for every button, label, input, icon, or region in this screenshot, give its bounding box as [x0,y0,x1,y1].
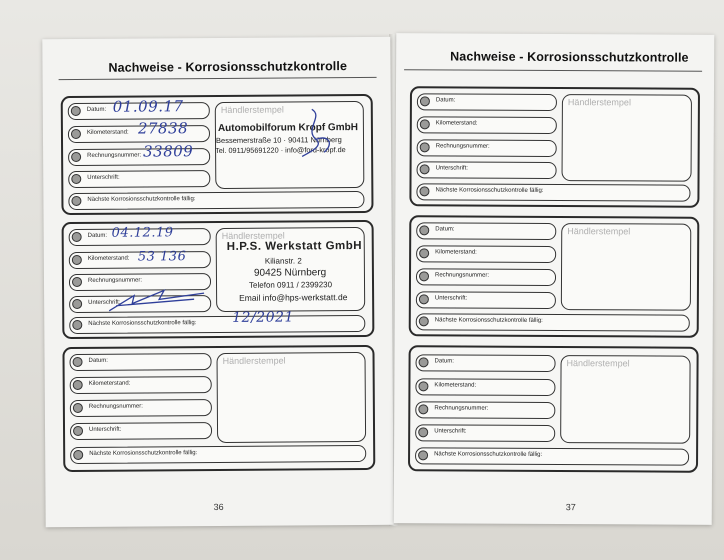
bullet-icon [418,404,428,414]
date-label: Datum: [86,106,107,113]
title-divider [404,69,702,72]
dealer-stamp-label: Händlerstempel [567,226,631,237]
stamp-line: Kilianstr. 2 [264,256,302,266]
handwritten-signature [104,285,214,316]
bullet-icon [420,164,430,174]
mileage-field[interactable] [417,116,557,134]
bullet-icon [71,129,81,139]
bullet-icon [71,196,81,206]
bullet-icon [71,174,81,184]
next-inspection-field[interactable] [416,183,690,201]
bullet-icon [419,248,429,258]
mileage-field[interactable] [416,245,556,263]
next-inspection-field[interactable] [415,447,689,465]
mileage-field[interactable] [415,378,555,396]
handwritten-date: 01.09.17 [112,97,184,116]
dealer-stamp-label: Händlerstempel [222,355,286,366]
signature-field[interactable] [417,161,557,179]
mileage-label: Kilometerstand: [435,249,477,256]
dealer-stamp-box [215,101,365,189]
bullet-icon [73,450,83,460]
stamp-line: Bessemerstraße 10 · 90411 Nürnberg [215,135,342,146]
invoice-label: Rechnungsnummer: [87,277,143,284]
stamp-line: Automobilforum Kropf GmbH [217,122,358,134]
bullet-icon [419,316,429,326]
handwritten-signature [294,104,344,159]
mileage-label: Kilometerstand: [434,382,477,389]
handwritten-next-date: 12/2021 [232,309,294,326]
bullet-icon [72,320,82,330]
date-field[interactable] [417,93,557,111]
next-inspection-field[interactable] [69,315,365,334]
date-field[interactable] [69,353,211,371]
mileage-label: Kilometerstand: [87,255,130,262]
stamp-line: Tel. 0911/95691220 · info@ford-kropf.de [215,145,346,156]
bullet-icon [420,96,430,106]
bullet-icon [418,381,428,391]
next-inspection-label: Nächste Korrosionsschutzkontrolle fällig: [89,450,198,457]
bullet-icon [73,357,83,367]
mileage-label: Kilometerstand: [88,380,131,387]
invoice-field[interactable] [70,399,212,417]
inspection-block-r2 [409,215,700,338]
next-inspection-field[interactable] [416,313,690,331]
stamp-line: H.P.S. Werkstatt GmbH [226,239,363,253]
signature-field[interactable] [416,291,556,309]
date-label: Datum: [434,358,454,365]
inspection-block-1 [61,94,374,215]
next-inspection-label: Nächste Korrosionsschutzkontrolle fällig: [434,451,543,458]
invoice-label: Rechnungsnummer: [435,143,490,150]
signature-label: Unterschrift: [434,295,468,302]
dealer-stamp-label: Händlerstempel [567,97,631,108]
bullet-icon [419,294,429,304]
dealer-stamp-box [560,355,690,444]
signature-label: Unterschrift: [88,299,121,306]
invoice-field[interactable] [415,401,555,419]
inspection-block-r1 [409,86,700,208]
bullet-icon [418,450,428,460]
page-number: 36 [213,501,224,513]
dealer-stamp-label: Händlerstempel [221,230,285,241]
bullet-icon [72,299,82,309]
signature-label: Unterschrift: [435,165,468,172]
title-divider [59,77,377,80]
stamp-line: Email info@hps-werkstatt.de [239,292,348,303]
next-inspection-label: Nächste Korrosionsschutzkontrolle fällig: [435,187,544,194]
signature-field[interactable] [415,424,555,442]
next-inspection-label: Nächste Korrosionsschutzkontrolle fällig: [434,317,543,324]
date-field[interactable] [416,222,556,240]
bullet-icon [420,119,430,129]
next-inspection-field[interactable] [70,445,366,464]
page-number: 37 [565,502,576,513]
inspection-block-3 [62,345,375,472]
handwritten-date: 04.12.19 [111,225,174,241]
dealer-stamp-label: Händlerstempel [220,104,284,115]
dealer-stamp-box [216,227,366,312]
bullet-icon [419,271,429,281]
bullet-icon [419,186,429,196]
next-inspection-label: Nächste Korrosionsschutzkontrolle fällig: [88,320,197,327]
invoice-field[interactable] [416,268,556,286]
mileage-label: Kilometerstand: [435,120,478,127]
dealer-stamp-box [561,223,691,311]
signature-field[interactable] [70,422,212,440]
right-page [394,33,715,525]
date-label: Datum: [435,97,456,104]
bullet-icon [73,403,83,413]
page-title: Nachweise - Korrosionsschutzkontrolle [450,49,689,65]
inspection-block-2 [62,220,375,339]
left-page [42,37,393,527]
bullet-icon [73,426,83,436]
bullet-icon [72,232,82,242]
signature-label: Unterschrift: [434,428,467,435]
date-label: Datum: [435,226,455,233]
dealer-stamp-box [216,352,366,443]
signature-label: Unterschrift: [87,174,120,181]
signature-field[interactable] [68,170,210,188]
bullet-icon [71,152,81,162]
bullet-icon [72,277,82,287]
handwritten-mileage: 27838 [137,119,189,138]
next-inspection-label: Nächste Korrosionsschutzkontrolle fällig: [87,196,196,203]
bullet-icon [418,427,428,437]
bullet-icon [73,380,83,390]
stamp-line: 90425 Nürnberg [253,267,327,279]
handwritten-mileage: 53 136 [137,249,187,265]
mileage-field[interactable] [70,376,212,394]
dealer-stamp-label: Händlerstempel [566,358,630,369]
bullet-icon [419,225,429,235]
bullet-icon [71,106,81,116]
next-inspection-field[interactable] [68,191,364,210]
date-label: Datum: [87,232,108,239]
bullet-icon [419,357,429,367]
page-title: Nachweise - Korrosionsschutzkontrolle [108,59,348,75]
invoice-label: Rechnungsnummer: [434,405,489,412]
handwritten-invoice: 33809 [143,142,194,161]
invoice-label: Rechnungsnummer: [88,403,143,410]
invoice-label: Rechnungsnummer: [87,152,142,159]
invoice-field[interactable] [417,139,557,157]
date-field[interactable] [416,354,556,372]
inspection-block-r3 [408,345,699,473]
dealer-stamp-box [562,94,692,182]
bullet-icon [420,142,430,152]
bullet-icon [72,255,82,265]
date-label: Datum: [88,357,108,364]
stamp-line: Telefon 0911 / 2399230 [248,280,333,290]
signature-label: Unterschrift: [89,426,122,433]
mileage-label: Kilometerstand: [86,129,129,136]
invoice-label: Rechnungsnummer: [435,272,490,279]
